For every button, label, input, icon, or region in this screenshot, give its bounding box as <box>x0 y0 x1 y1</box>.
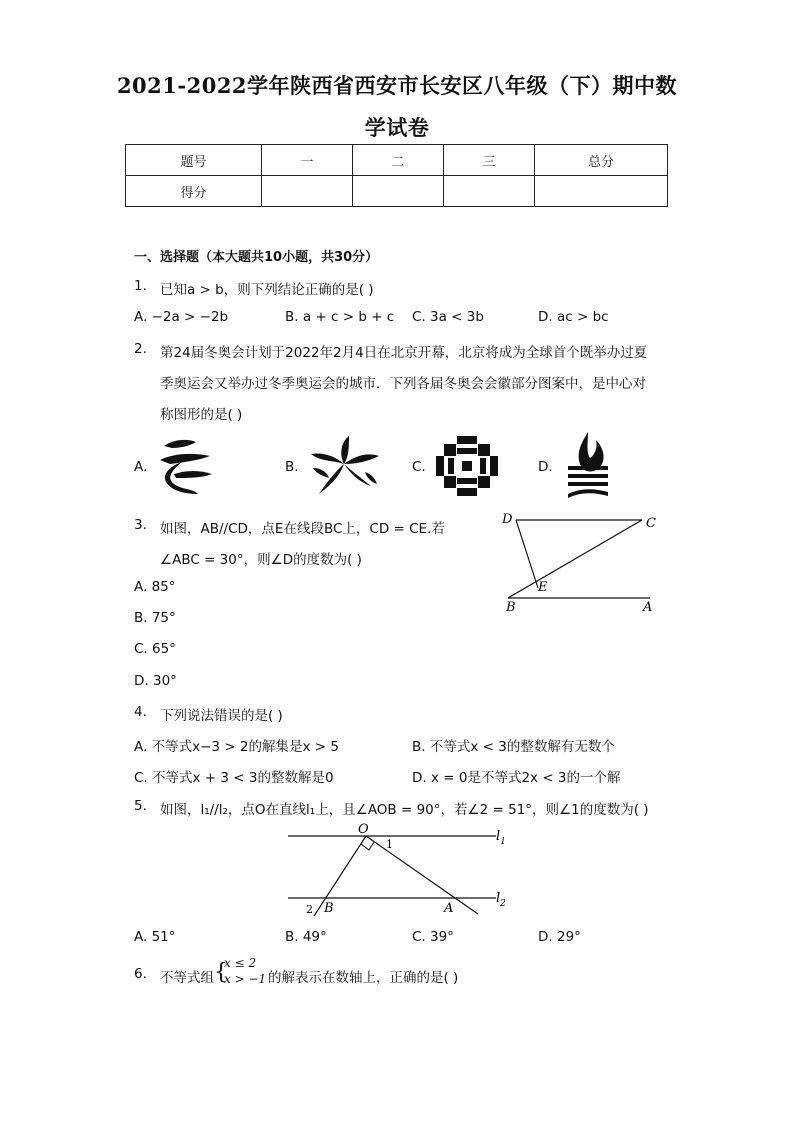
score-table-cell: 三 <box>444 145 535 176</box>
score-table-cell <box>535 176 668 207</box>
q1-option-d: D. ac > bc <box>538 309 609 325</box>
q4-option-c: C. 不等式x + 3 < 3的整数解是0 <box>134 770 334 786</box>
q5-option-c: C. 39° <box>412 929 454 945</box>
score-table-cell: 二 <box>353 145 444 176</box>
q4-option-b: B. 不等式x < 3的整数解有无数个 <box>412 739 615 755</box>
q6-prefix: 不等式组 <box>160 970 214 986</box>
score-table-cell: 得分 <box>126 176 262 207</box>
right-angle-mark <box>361 842 374 850</box>
question-number: 4. <box>134 704 147 720</box>
q3-line2: ∠ABC = 30°，则∠D的度数为( ) <box>160 552 362 568</box>
emblem-d-icon <box>562 430 612 500</box>
label-b: B <box>506 600 516 615</box>
q5-figure <box>282 820 518 920</box>
q5-option-a: A. 51° <box>134 929 176 945</box>
score-table-cell: 一 <box>262 145 353 176</box>
label-l2: $l_2$ <box>496 891 506 909</box>
page-title-line1: 2021-2022学年陕西省西安市长安区八年级（下）期中数 <box>116 73 678 98</box>
segment-ob <box>314 836 366 916</box>
q3-option-b: B. 75° <box>134 610 176 626</box>
emblem-b-icon <box>305 434 383 498</box>
q2-line3: 称图形的是( ) <box>160 407 243 423</box>
segment-de <box>516 520 538 588</box>
q3-figure <box>496 508 668 620</box>
score-table-cell: 总分 <box>535 145 668 176</box>
label-e: E <box>538 580 548 595</box>
emblem-a-icon <box>152 434 216 498</box>
q2-option-b: B. <box>285 459 299 475</box>
q4-option-d: D. x = 0是不等式2x < 3的一个解 <box>412 770 621 786</box>
page-title-line2: 学试卷 <box>364 115 430 140</box>
q1-stem: 已知a > b，则下列结论正确的是( ) <box>160 282 374 298</box>
q2-option-a: A. <box>134 459 148 475</box>
label-d: D <box>502 512 513 527</box>
q5-option-b: B. 49° <box>285 929 327 945</box>
q2-option-d: D. <box>538 459 553 475</box>
q2-line1: 第24届冬奥会计划于2022年2月4日在北京开幕，北京将成为全球首个既举办过夏 <box>160 345 648 361</box>
label-a: A <box>643 600 653 615</box>
q3-option-d: D. 30° <box>134 673 177 689</box>
score-table-cell: 题号 <box>126 145 262 176</box>
q3-line1: 如图，AB//CD，点E在线段BC上，CD = CE.若 <box>160 521 445 537</box>
label-a: A <box>444 901 454 916</box>
angle-2-label: 2 <box>306 903 313 916</box>
question-number: 2. <box>134 341 147 357</box>
q4-stem: 下列说法错误的是( ) <box>160 708 283 724</box>
question-number: 6. <box>134 966 147 982</box>
q6-suffix: 的解表示在数轴上，正确的是( ) <box>268 970 459 986</box>
q1-option-b: B. a + c > b + c <box>285 309 395 325</box>
q3-option-c: C. 65° <box>134 641 176 657</box>
score-table-cell <box>444 176 535 207</box>
question-number: 3. <box>134 517 147 533</box>
angle-1-label: 1 <box>386 838 393 851</box>
score-table-cell <box>262 176 353 207</box>
q6-system-line1: x ≤ 2 <box>224 956 257 970</box>
segment-oa <box>366 836 478 914</box>
q1-option-c: C. 3a < 3b <box>412 309 484 325</box>
q2-option-c: C. <box>412 459 426 475</box>
q6-system-line2: x > −1 <box>224 972 267 986</box>
label-l1: $l_1$ <box>496 829 506 847</box>
label-c: C <box>646 516 656 531</box>
q6-brace: { <box>214 960 228 985</box>
section-heading: 一、选择题（本大题共10小题，共30分） <box>134 250 379 265</box>
q2-line2: 季奥运会又举办过冬季奥运会的城市．下列各届冬奥会会徽部分图案中，是中心对 <box>160 376 646 392</box>
q3-option-a: A. 85° <box>134 579 176 595</box>
label-o: O <box>358 822 369 837</box>
question-number: 1. <box>134 278 147 294</box>
emblem-c-icon <box>436 436 498 496</box>
q4-option-a: A. 不等式x−3 > 2的解集是x > 5 <box>134 739 339 755</box>
score-table <box>125 144 668 207</box>
q5-stem: 如图，l₁//l₂，点O在直线l₁上，且∠AOB = 90°，若∠2 = 51°，则∠1的度数为( ) <box>160 802 649 818</box>
score-table-score-row <box>126 176 668 207</box>
q1-option-a: A. −2a > −2b <box>134 309 229 325</box>
score-table-header-row <box>126 145 668 176</box>
score-table-cell <box>353 176 444 207</box>
label-b: B <box>324 901 334 916</box>
question-number: 5. <box>134 798 147 814</box>
q5-option-d: D. 29° <box>538 929 581 945</box>
